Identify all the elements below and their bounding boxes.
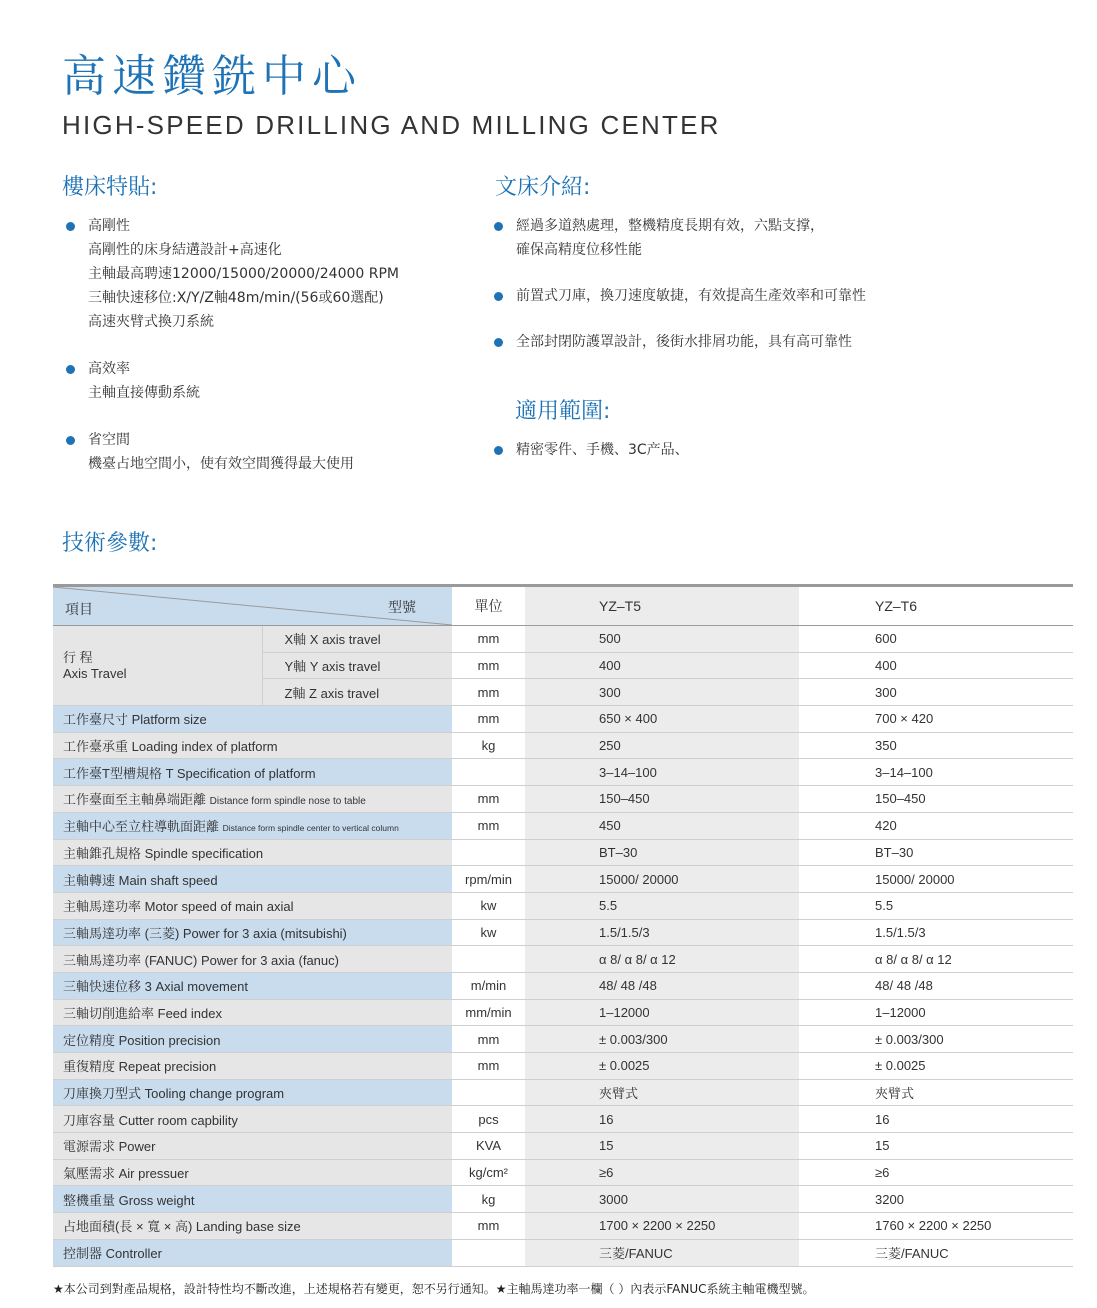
spec-label-cell [53,1106,452,1133]
spec-label-en: Main shaft speed [118,872,218,888]
spec-row [53,866,1073,893]
spec-unit: kg [452,1186,525,1213]
footnote: ★本公司到對產品規格，設計特性均不斷改進，上述規格若有變更，恕不另行通知。★主軸馬達功率一欄（ ）內表示FANUC系統主軸電機型號。 [53,1282,815,1296]
spec-row [53,1106,1073,1133]
spec-row [53,972,1073,999]
spec-row [53,919,1073,946]
spec-label-cell [53,1079,452,1106]
spec-label-cell [53,1133,452,1160]
spec-value-t5: 3000 [525,1186,799,1213]
spec-label-cn: 控制器 [63,1246,106,1262]
feature-item-label: 省空間 [88,432,130,448]
spec-value-t6: 3200 [799,1186,1073,1213]
spec-value-t5: ≥6 [525,1159,799,1186]
spec-unit: mm [452,626,525,653]
spec-label-cn: 主軸馬達功率 [63,899,145,915]
application-item-label: 精密零件、手機、3C产品、 [516,442,689,458]
header-unit: 單位 [452,586,525,626]
spec-unit: pcs [452,1106,525,1133]
spec-value-t6: 15 [799,1133,1073,1160]
spec-label-cell [53,839,452,866]
spec-label-cn: 主軸中心至立柱導軌面距離 [63,819,223,835]
spec-label-cn: 氣壓需求 [63,1166,119,1182]
spec-unit: kw [452,892,525,919]
spec-label-cell [53,1186,452,1213]
spec-unit: mm [452,706,525,733]
spec-label-en: Distance form spindle center to vertical column [222,823,399,834]
spec-value-t5: 3–14–100 [525,759,799,786]
spec-label-en: Feed index [157,1005,222,1021]
spec-row [53,786,1073,813]
spec-value-t6: 48/ 48 /48 [799,972,1073,999]
spec-unit [452,1239,525,1266]
spec-unit: m/min [452,972,525,999]
spec-unit [452,946,525,973]
bullet-dot-icon [494,338,503,347]
spec-unit: KVA [452,1133,525,1160]
spec-value-t5: 150–450 [525,786,799,813]
spec-value-t6: 1.5/1.5/3 [799,919,1073,946]
spec-row [53,1213,1073,1240]
spec-label-en: T Specification of platform [165,765,316,781]
spec-row [53,839,1073,866]
feature-item [62,428,462,476]
spec-label-cell [53,1239,452,1266]
spec-row [53,1026,1073,1053]
spec-value-t6: 400 [799,652,1073,679]
spec-value-t6: 三菱/FANUC [799,1239,1073,1266]
spec-label-en: Power for 3 axia (mitsubishi) [182,925,347,941]
spec-row [53,1239,1073,1266]
spec-label-cell [53,1053,452,1080]
page-title-en: HIGH-SPEED DRILLING AND MILLING CENTER [62,110,721,140]
spec-unit: kg/cm² [452,1159,525,1186]
spec-label-en: Controller [105,1246,162,1262]
spec-label-cn: 定位精度 [63,1032,119,1048]
spec-value-t6: 15000/ 20000 [799,866,1073,893]
spec-label-cell [53,892,452,919]
spec-label-en: Power [118,1139,156,1155]
feature-item-detail: 主軸直接傳動系統 [88,385,200,401]
spec-label-cn: 工作臺面至主軸鼻端距離 [63,792,210,808]
spec-value-t5: ± 0.003/300 [525,1026,799,1053]
intro-list [490,214,1050,376]
spec-value-t6: 3–14–100 [799,759,1073,786]
specs-heading: 技術參數: [62,531,158,556]
spec-unit: mm [452,1053,525,1080]
spec-value-t5: 48/ 48 /48 [525,972,799,999]
spec-value-t6: 420 [799,812,1073,839]
bullet-dot-icon [494,292,503,301]
spec-header-row [53,586,1073,626]
travel-group-cell [53,626,262,706]
feature-item-label: 高效率 [88,361,130,377]
spec-label-cell [53,866,452,893]
spec-row [53,732,1073,759]
travel-group-en: Axis Travel [63,665,127,681]
spec-label-cell [53,759,452,786]
spec-unit: mm [452,1213,525,1240]
feature-item-label: 高剛性 [88,218,130,234]
spec-label-en: Loading index of platform [131,739,278,755]
spec-row [53,1159,1073,1186]
spec-value-t6: α 8/ α 8/ α 12 [799,946,1073,973]
spec-label-cn: 刀庫換刀型式 [63,1086,145,1102]
spec-label-en: Air pressuer [118,1166,189,1182]
spec-row [53,1186,1073,1213]
spec-label-cn: 刀庫容量 [63,1112,119,1128]
spec-row [53,946,1073,973]
spec-unit: mm [452,812,525,839]
spec-unit: kg [452,732,525,759]
spec-label-en: Cutter room capbility [118,1112,238,1128]
spec-value-t5: 三菱/FANUC [525,1239,799,1266]
spec-label-en: Distance form spindle nose to table [209,796,366,808]
intro-item-label: 前置式刀庫，換刀速度敏捷，有效提高生產效率和可靠性 [516,288,866,304]
spec-value-t6: 1760 × 2200 × 2250 [799,1213,1073,1240]
feature-item [62,214,462,334]
spec-label-cell [53,732,452,759]
spec-unit: rpm/min [452,866,525,893]
travel-axis-label: X軸 X axis travel [262,626,452,653]
spec-unit: mm [452,1026,525,1053]
header-model-t5: YZ–T5 [525,586,799,626]
spec-value-t5: ± 0.0025 [525,1053,799,1080]
spec-row-travel [53,626,1073,653]
spec-label-en: Spindle specification [144,845,264,861]
spec-label-cell [53,786,452,813]
intro-item-detail: 確保高精度位移性能 [516,242,642,258]
bullet-dot-icon [494,446,503,455]
spec-label-en: Repeat precision [118,1059,217,1075]
spec-value-t5: 1700 × 2200 × 2250 [525,1213,799,1240]
spec-label-cn: 主軸轉速 [63,872,119,888]
spec-value-t6: ≥6 [799,1159,1073,1186]
header-item-model-cell [53,586,452,626]
spec-label-cn: 整機重量 [63,1192,119,1208]
feature-item-detail: 主軸最高聘速12000/15000/20000/24000 RPM [88,266,399,282]
feature-item-detail: 機臺占地空間小，使有效空間獲得最大使用 [88,456,354,472]
spec-unit: mm [452,786,525,813]
spec-value-t5: 16 [525,1106,799,1133]
feature-item-detail: 高剛性的床身結遘設計+高速化 [88,242,282,258]
spec-unit: kw [452,919,525,946]
spec-value-t6: 600 [799,626,1073,653]
spec-label-cell [53,972,452,999]
spec-value-t6: ± 0.003/300 [799,1026,1073,1053]
spec-row [53,1053,1073,1080]
spec-value-t5: 650 × 400 [525,706,799,733]
spec-label-en: Tooling change program [144,1086,285,1102]
header-model-t6: YZ–T6 [799,586,1073,626]
spec-row [53,999,1073,1026]
spec-label-cn: 占地面積(長 × 寬 × 高) [63,1219,196,1235]
spec-unit: mm [452,679,525,706]
spec-value-t5: 400 [525,652,799,679]
spec-label-cell [53,1026,452,1053]
spec-label-cell [53,812,452,839]
features-list [62,214,462,499]
intro-item [490,214,1050,262]
feature-item-detail: 三軸快速移位:X/Y/Z軸48m/min/(56或60選配) [88,290,384,306]
spec-row [53,892,1073,919]
spec-label-cn: 電源需求 [63,1139,119,1155]
travel-group-cn: 行 程 [63,649,93,665]
travel-axis-label: Z軸 Z axis travel [262,679,452,706]
header-item-label: 項目 [65,601,93,617]
spec-label-en: Position precision [118,1032,221,1048]
page-title-cn: 高速鑽銑中心 [62,51,362,102]
spec-label-cn: 三軸馬達功率 (FANUC) [63,952,201,968]
spec-value-t6: 夾臂式 [799,1079,1073,1106]
intro-item [490,284,1050,308]
spec-label-cell [53,999,452,1026]
spec-label-en: Landing base size [195,1219,301,1235]
header-model-label: 型號 [388,599,416,615]
spec-value-t6: 350 [799,732,1073,759]
spec-unit: mm [452,652,525,679]
spec-label-en: Gross weight [118,1192,195,1208]
spec-label-cell [53,1213,452,1240]
spec-value-t6: BT–30 [799,839,1073,866]
application-item [490,438,1050,462]
spec-row [53,1079,1073,1106]
intro-heading: 文床介紹: [495,175,591,200]
spec-value-t6: 300 [799,679,1073,706]
spec-value-t5: 250 [525,732,799,759]
spec-unit [452,759,525,786]
bullet-dot-icon [494,222,503,231]
spec-value-t5: 5.5 [525,892,799,919]
spec-table [53,584,1073,1267]
spec-label-en: Power for 3 axia (fanuc) [200,952,339,968]
spec-value-t5: BT–30 [525,839,799,866]
feature-item [62,357,462,405]
spec-value-t5: 300 [525,679,799,706]
spec-label-cn: 三軸切削進給率 [63,1005,158,1021]
spec-label-en: Platform size [131,712,207,728]
spec-value-t6: 700 × 420 [799,706,1073,733]
spec-label-cn: 三軸快速位移 [63,979,145,995]
spec-row [53,1133,1073,1160]
intro-item-label: 全部封閉防護罩設計，後街水排屑功能，具有高可靠性 [516,334,852,350]
spec-label-cn: 工作臺尺寸 [63,712,132,728]
spec-label-cell [53,1159,452,1186]
spec-value-t5: 15000/ 20000 [525,866,799,893]
spec-unit: mm/min [452,999,525,1026]
intro-item [490,330,1050,354]
travel-axis-label: Y軸 Y axis travel [262,652,452,679]
spec-value-t5: 1.5/1.5/3 [525,919,799,946]
spec-row [53,706,1073,733]
spec-value-t6: 150–450 [799,786,1073,813]
spec-value-t5: 夾臂式 [525,1079,799,1106]
spec-label-cn: 重復精度 [63,1059,119,1075]
spec-label-cell [53,706,452,733]
bullet-dot-icon [66,365,75,374]
spec-label-cell [53,919,452,946]
spec-label-cn: 主軸錐孔規格 [63,845,145,861]
spec-unit [452,1079,525,1106]
spec-row [53,812,1073,839]
spec-value-t5: 1–12000 [525,999,799,1026]
bullet-dot-icon [66,436,75,445]
spec-value-t5: 500 [525,626,799,653]
spec-value-t6: ± 0.0025 [799,1053,1073,1080]
spec-value-t5: 15 [525,1133,799,1160]
spec-value-t5: 450 [525,812,799,839]
spec-row [53,759,1073,786]
spec-label-cn: 工作臺T型槽規格 [63,765,166,781]
spec-value-t6: 5.5 [799,892,1073,919]
features-heading: 樓床特貼: [62,175,158,200]
intro-item-label: 經過多道熱處理，整機精度長期有效，六點支撑， [516,218,824,234]
applications-heading: 適用範圍: [515,399,611,424]
bullet-dot-icon [66,222,75,231]
feature-item-detail: 高速夾臂式換刀系統 [88,314,214,330]
spec-label-cell [53,946,452,973]
spec-label-en: 3 Axial movement [144,979,248,995]
spec-value-t5: α 8/ α 8/ α 12 [525,946,799,973]
spec-value-t6: 16 [799,1106,1073,1133]
spec-label-en: Motor speed of main axial [144,899,294,915]
spec-label-cn: 三軸馬達功率 (三菱) [63,925,183,941]
spec-label-cn: 工作臺承重 [63,739,132,755]
spec-unit [452,839,525,866]
spec-value-t6: 1–12000 [799,999,1073,1026]
applications-list [490,438,1050,462]
